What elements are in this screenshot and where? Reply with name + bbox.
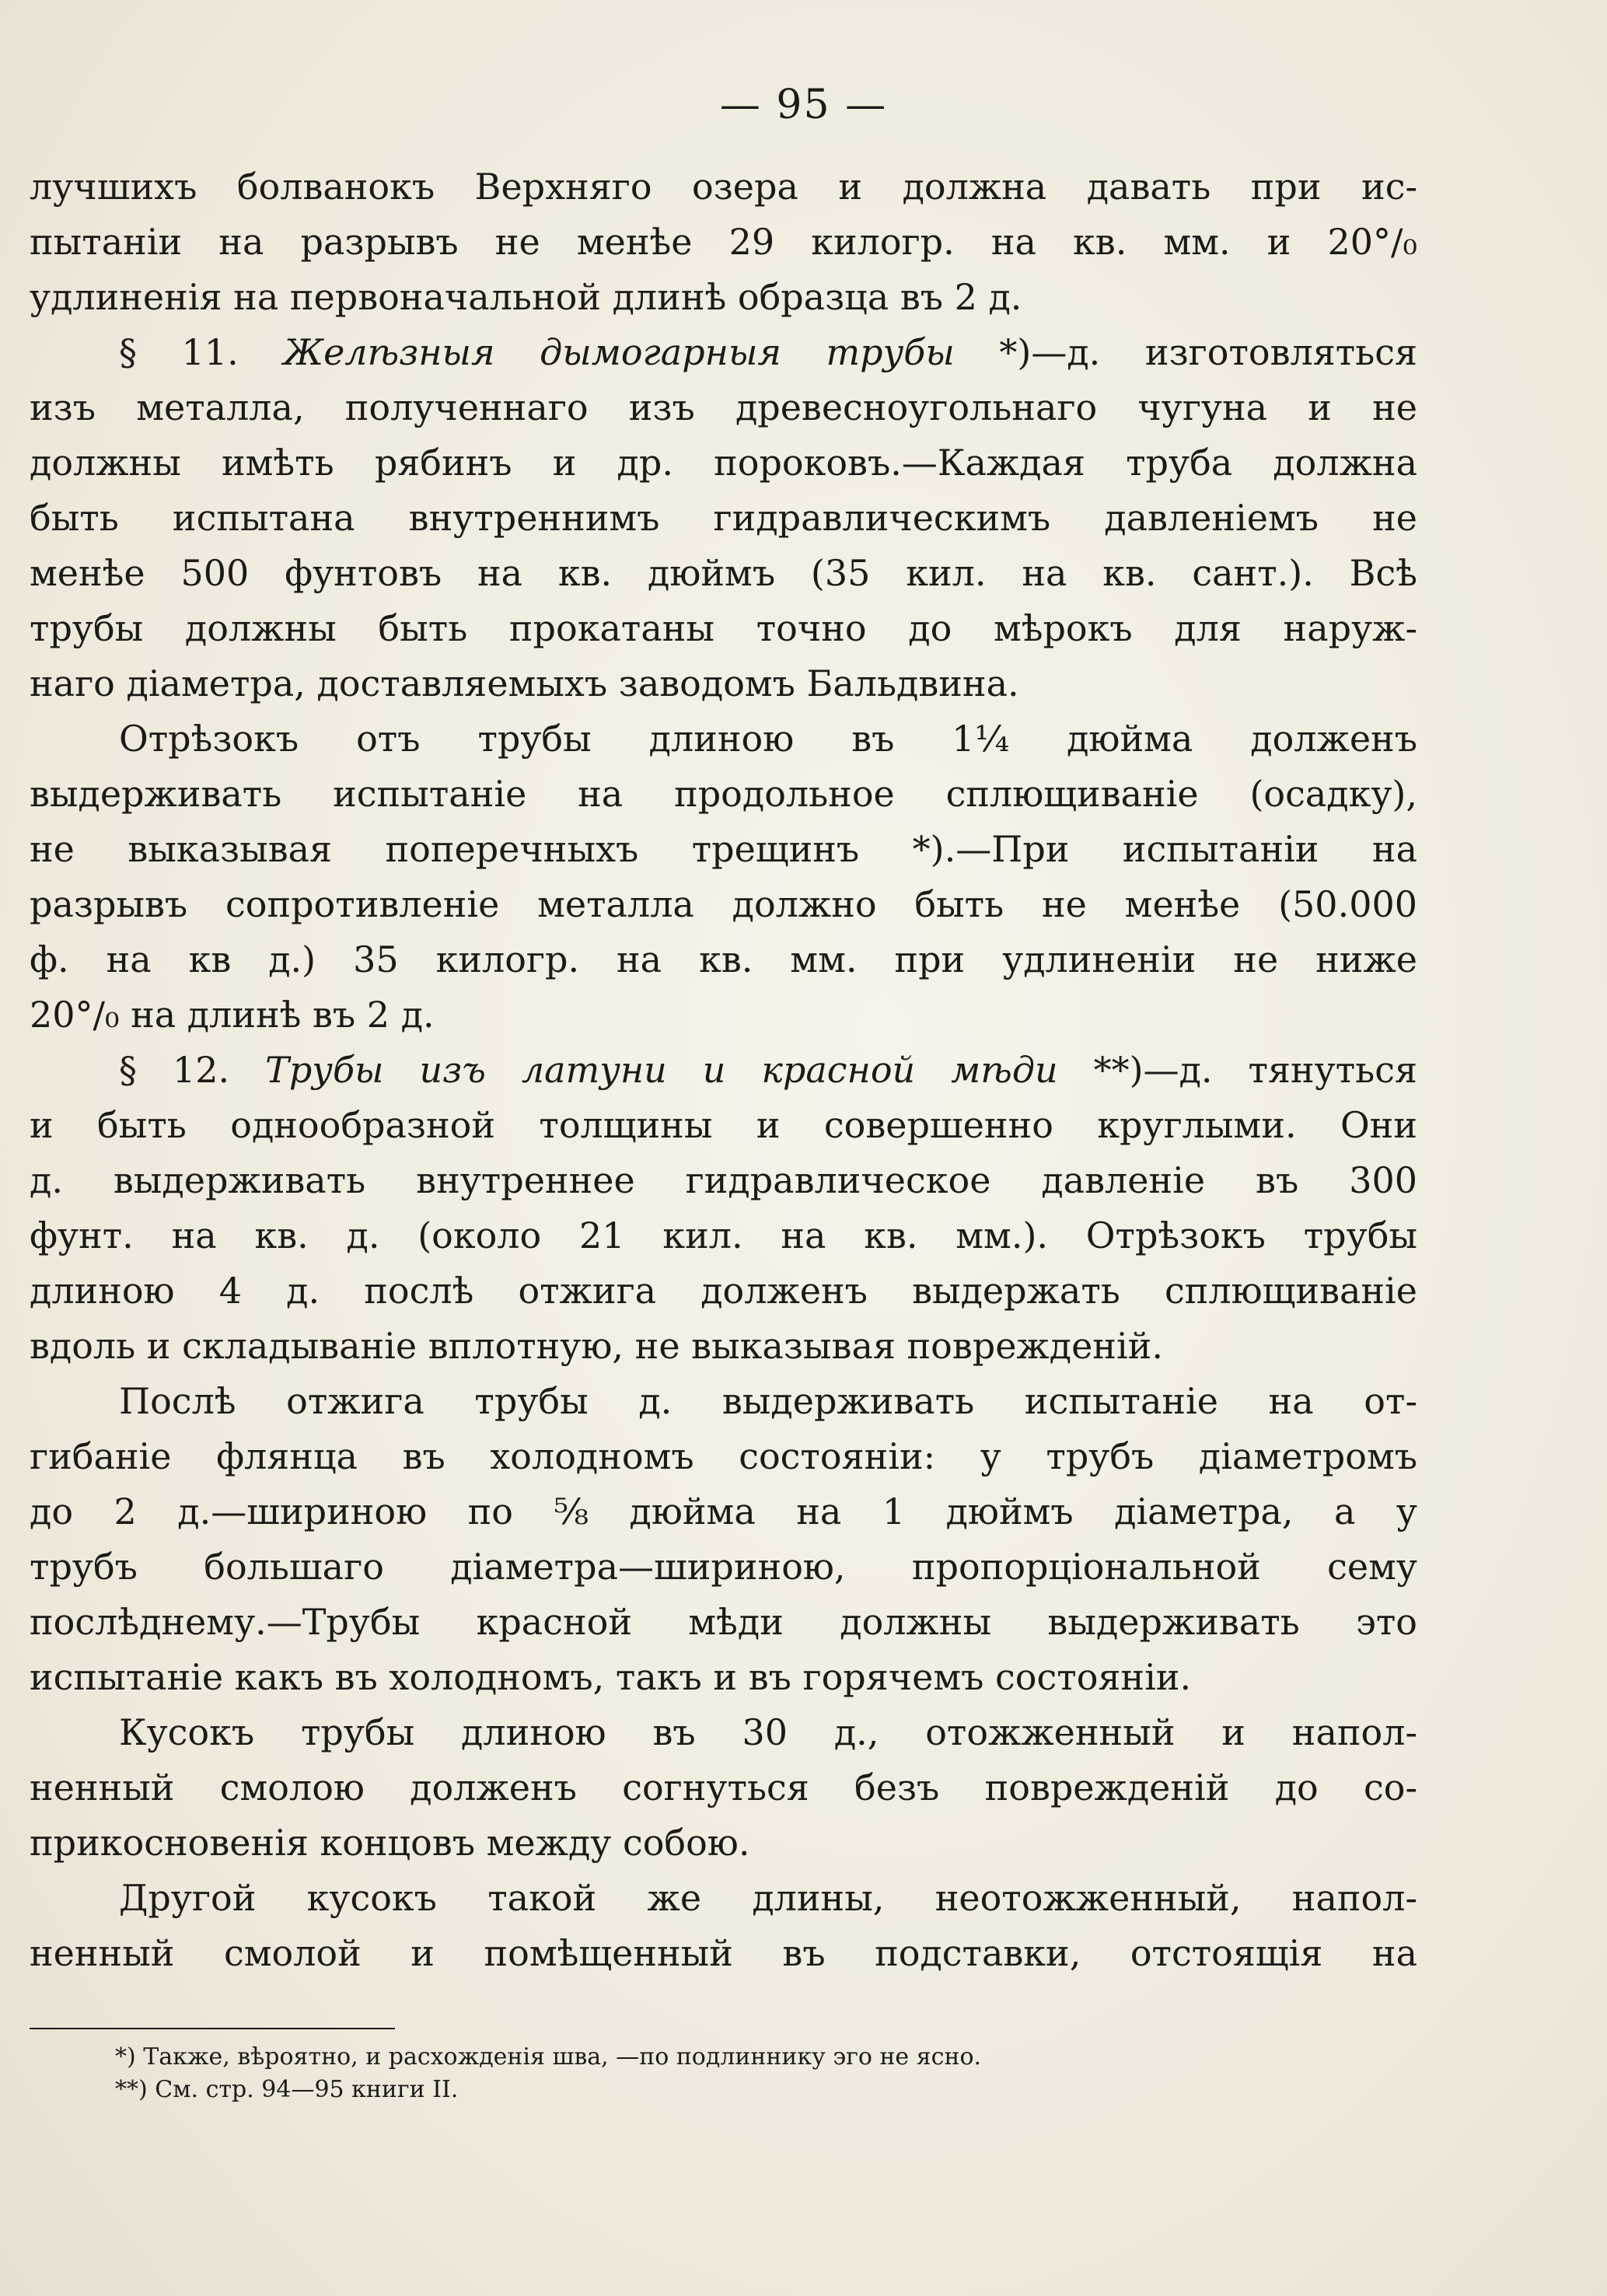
text-line: Отрѣзокъ отъ трубы длиною въ 1¼ дюйма долженъ	[119, 718, 1417, 760]
section-heading: Трубы изъ латуни и красной мѣди	[265, 1049, 1058, 1091]
text-line: испытанiе какъ въ холодномъ, такъ и въ горячемъ состоянiи.	[30, 1656, 1192, 1698]
text-line: пытанiи на разрывъ не менѣе 29 килогр. на кв. мм. и 20°/₀	[30, 221, 1417, 263]
text-line: удлиненiя на первоначальной длинѣ образца въ 2 д.	[30, 276, 1022, 318]
text-line: ненный смолой и помѣщенный въ подставки, отстоящiя на	[30, 1932, 1417, 1974]
page-number: — 95 —	[719, 82, 888, 128]
line-text: *)—д. изготовляться	[954, 331, 1418, 373]
text-line: менѣе 500 фунтовъ на кв. дюймъ (35 кил. на кв. сант.). Всѣ	[30, 552, 1417, 594]
text-line: трубы должны быть прокатаны точно до мѣрокъ для наруж-	[30, 607, 1417, 649]
text-line: Другой кусокъ такой же длины, неотожженный, напол-	[119, 1877, 1417, 1919]
text-line: должны имѣть рябинъ и др. пороковъ.—Каждая труба должна	[30, 442, 1417, 484]
text-line: трубъ большаго дiаметра—шириною, пропорцiональной сему	[30, 1546, 1417, 1588]
text-line: изъ металла, полученнаго изъ древесноугольнаго чугуна и не	[30, 386, 1417, 428]
footnote-1: *) Также, вѣроятно, и расхожденiя шва, —по подлиннику эго не ясно.	[115, 2043, 982, 2071]
section-number: § 12.	[119, 1049, 266, 1091]
text-line: прикосновенiя концовъ между собою.	[30, 1822, 750, 1864]
text-line: ф. на кв д.) 35 килогр. на кв. мм. при удлиненiи не ниже	[30, 938, 1417, 980]
text-line: послѣднему.—Трубы красной мѣди должны выдерживать это	[30, 1601, 1417, 1643]
text-line: длиною 4 д. послѣ отжига долженъ выдержать сплющиванiе	[30, 1270, 1417, 1312]
text-line: д. выдерживать внутреннее гидравлическое давленiе въ 300	[30, 1159, 1417, 1201]
text-line: Послѣ отжига трубы д. выдерживать испытанiе на от-	[119, 1380, 1417, 1422]
text-line	[30, 1043, 1417, 1098]
text-line: Кусокъ трубы длиною въ 30 д., отожженный и напол-	[119, 1711, 1417, 1753]
text-line: вдоль и складыванiе вплотную, не выказывая поврежденiй.	[30, 1325, 1163, 1367]
footnote-2: **) См. стр. 94—95 книги II.	[115, 2076, 459, 2103]
text-line: выдерживать испытанiе на продольное сплющиванiе (осадку),	[30, 773, 1417, 815]
text-line: лучшихъ болванокъ Верхняго озера и должна давать при ис-	[30, 166, 1417, 208]
body-text	[30, 159, 1417, 1981]
section-heading: Желѣзныя дымогарныя трубы	[283, 331, 955, 373]
text-line: наго дiаметра, доставляемыхъ заводомъ Бальдвина.	[30, 662, 1019, 704]
text-line	[30, 325, 1417, 380]
text-line: и быть однообразной толщины и совершенно круглыми. Они	[30, 1104, 1417, 1146]
footnote-divider	[30, 2028, 395, 2029]
footnotes	[115, 2041, 1281, 2106]
text-line: не выказывая поперечныхъ трещинъ *).—При испытанiи на	[30, 828, 1417, 870]
section-number: § 11.	[119, 331, 284, 373]
text-line: фунт. на кв. д. (около 21 кил. на кв. мм.). Отрѣзокъ трубы	[30, 1214, 1417, 1256]
text-line: до 2 д.—шириною по ⅝ дюйма на 1 дюймъ дiаметра, а у	[30, 1490, 1417, 1532]
text-line: 20°/₀ на длинѣ въ 2 д.	[30, 994, 435, 1036]
text-line: гибанiе флянца въ холодномъ состоянiи: у трубъ дiаметромъ	[30, 1435, 1417, 1477]
line-text: **)—д. тянуться	[1057, 1049, 1418, 1091]
text-line: разрывъ сопротивленiе металла должно быть не менѣе (50.000	[30, 883, 1417, 925]
text-line: быть испытана внутреннимъ гидравлическимъ давленiемъ не	[30, 497, 1417, 539]
text-line: ненный смолою долженъ согнуться безъ поврежденiй до со-	[30, 1767, 1417, 1808]
